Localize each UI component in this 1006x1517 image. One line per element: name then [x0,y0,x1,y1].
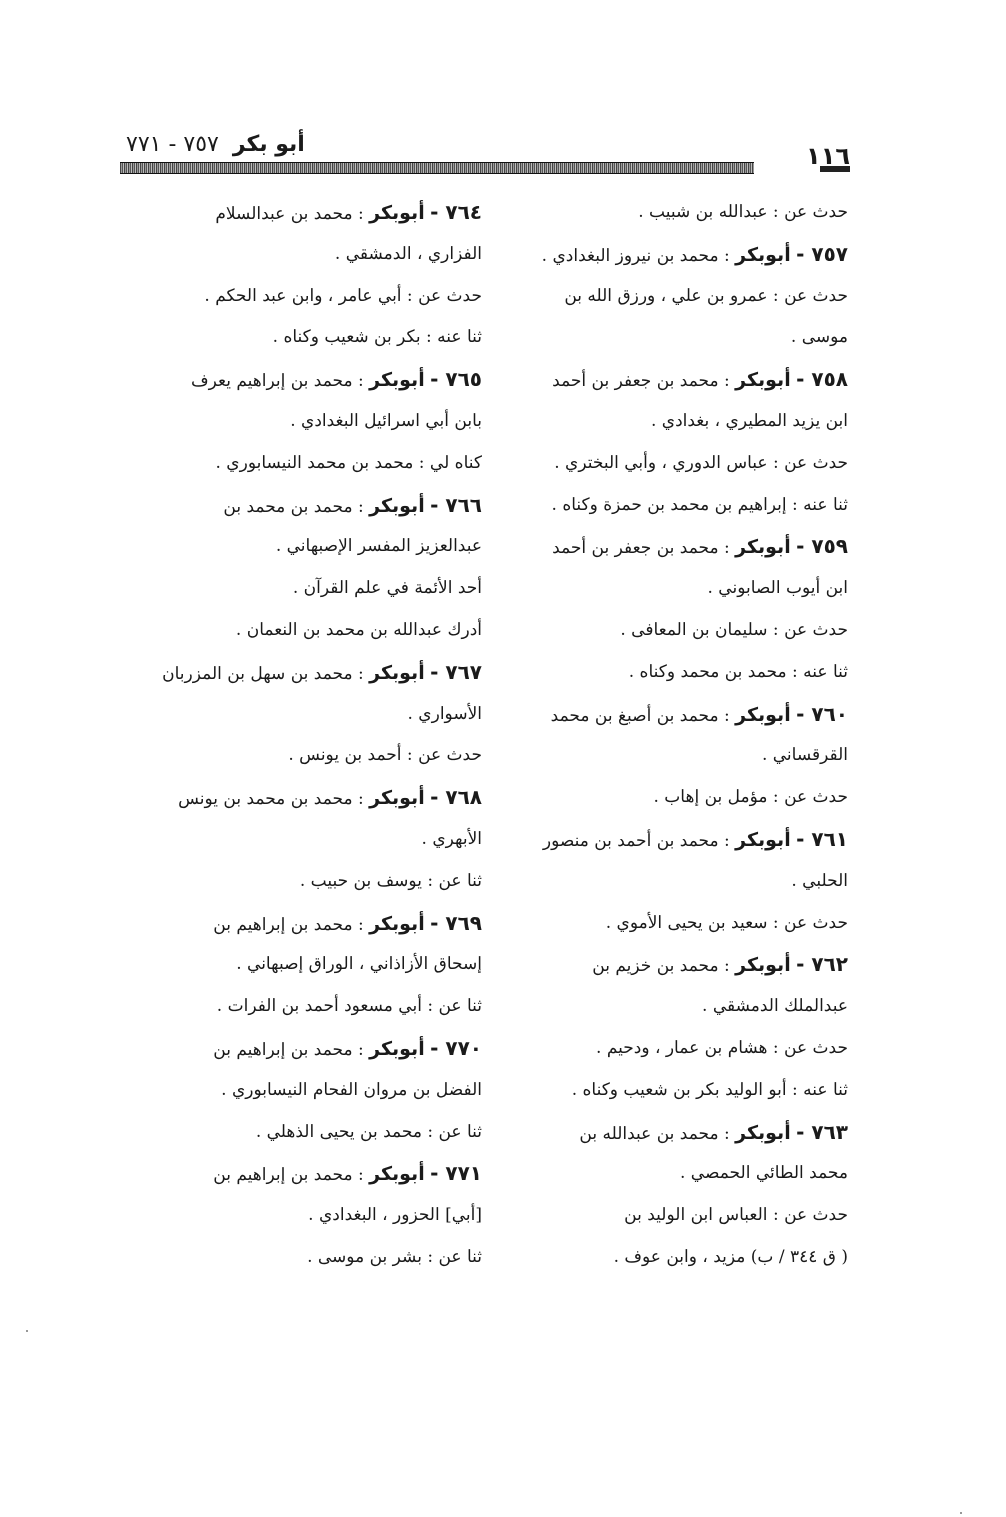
line-text: ثنا عن : يوسف بن حبيب . [299,870,482,891]
text-line [508,276,848,318]
entry-heading-line [132,903,482,945]
entry-number: ٧٥٩ - [796,534,848,559]
text-line [132,1237,482,1279]
text-line [508,735,848,777]
text-line [132,735,482,777]
header-rule [120,162,754,174]
entry-heading-line [508,944,848,986]
text-line [508,1070,848,1112]
text-line [132,694,482,736]
entry-heading-line [132,1028,482,1070]
line-text: حدث عن : سعيد بن يحيى الأموي . [605,912,848,933]
entry-kunya: أبوبكر [369,787,425,810]
entry-heading-line [132,777,482,819]
line-text: : محمد بن إبراهيم بن [213,914,370,935]
text-line [132,317,482,359]
entry-kunya: أبوبكر [735,369,791,392]
entry-number: ٧٦٢ - [796,952,848,977]
entry-kunya: أبوبكر [735,828,791,851]
text-line [508,1028,848,1070]
line-text: الأبهري . [421,828,482,849]
line-text: ثنا عنه : إبراهيم بن محمد بن حمزة وكناه . [551,494,848,515]
text-line [508,568,848,610]
text-line [508,317,848,359]
text-line [132,1195,482,1237]
line-text: الأسواري . [407,703,482,724]
line-text: ثنا عنه : محمد بن محمد وكناه . [628,661,848,682]
line-text: عبدالعزيز المفسر الإصبهاني . [275,536,482,557]
right-column [508,192,848,1279]
entry-number: ٧٦٦ - [430,492,482,517]
entry-number: ٧٦٩ - [430,910,482,935]
line-text: الفضل بن مروان الفحام النيسابوري . [221,1079,482,1100]
line-text: : محمد بن عبدالسلام [215,204,370,224]
entry-heading-line [508,694,848,736]
text-line [508,777,848,819]
line-text: عبدالملك الدمشقي . [702,996,848,1017]
line-text: ثنا عن : محمد بن يحيى الذهلي . [255,1121,482,1142]
line-text: : محمد بن إبراهيم بن [213,1165,370,1186]
running-title-name: أبو بكر [232,132,305,157]
text-line [508,485,848,527]
line-text: أحد الأئمة في علم القرآن . [292,578,482,599]
text-line [508,652,848,694]
entry-number: ٧٦٣ - [796,1119,848,1144]
line-text: بابن أبي اسرائيل البغدادي . [290,410,482,431]
line-text: حدث عن : أبي عامر ، وابن عبد الحكم . [204,285,482,306]
line-text: ثنا عنه : بكر بن شعيب وكناه . [272,327,482,348]
text-line [132,443,482,485]
line-text: محمد الطائي الحمصي . [680,1163,848,1184]
text-line [132,234,482,276]
entry-number: ٧٥٨ - [796,367,848,392]
entry-number: ٧٧١ - [430,1161,482,1186]
text-line [132,819,482,861]
line-text: : محمد بن محمد بن [223,496,370,517]
entry-kunya: أبوبكر [369,912,425,935]
scan-speck [960,1512,962,1514]
entry-heading-line [508,359,848,401]
line-text: [أبي] الحزور ، البغدادي . [308,1205,482,1226]
text-line [508,1153,848,1195]
scan-speck [26,1330,28,1332]
text-line [508,443,848,485]
line-text: ثنا عن : بشر بن موسى . [307,1246,482,1267]
entry-kunya: أبوبكر [735,954,791,977]
entry-kunya: أبوبكر [369,202,425,224]
line-text: حدث عن : هشام بن عمار ، ودحيم . [596,1037,848,1058]
entry-kunya: أبوبكر [369,494,425,517]
entry-heading-line [508,526,848,568]
text-line [508,1195,848,1237]
entry-number: ٧٦٧ - [430,659,482,684]
text-line [132,401,482,443]
entry-number: ٧٦٠ - [796,701,848,726]
line-text: كناه لي : محمد بن محمد النيسابوري . [215,452,482,473]
line-text: : محمد بن أصبغ بن محمد [550,705,736,726]
line-text: : محمد بن جعفر بن أحمد [552,371,736,392]
line-text: الفزاري ، الدمشقي . [334,243,482,264]
line-text: ابن أيوب الصابوني . [707,578,848,599]
entry-number: ٧٦٥ - [430,367,482,392]
line-text: ( ق ٣٤٤ / ب) مزيد ، وابن عوف . [613,1246,848,1267]
line-text: حدث عن : أحمد بن يونس . [288,745,482,766]
line-text: موسى . [790,327,848,348]
running-title-range: ٧٥٧ - ٧٧١ [126,132,219,157]
running-title [126,132,305,157]
text-line [132,1112,482,1154]
entry-heading-line [132,192,482,234]
text-line [132,276,482,318]
text-line [508,192,848,234]
line-text: الحلبي . [791,870,848,891]
text-line [508,401,848,443]
entry-kunya: أبوبكر [735,1121,791,1144]
text-line [132,568,482,610]
text-line [508,610,848,652]
entry-heading-line [508,1112,848,1154]
line-text: حدث عن : مؤمل بن إهاب . [653,787,848,808]
entry-kunya: أبوبكر [369,661,425,684]
entry-heading-line [132,652,482,694]
line-text: : محمد بن أحمد بن منصور [542,830,736,851]
line-text: أدرك عبدالله بن محمد بن النعمان . [235,619,482,640]
text-line [508,903,848,945]
text-line [508,1237,848,1279]
line-text: إسحاق الأزاذاني ، الوراق إصبهاني . [236,954,482,975]
line-text: ابن يزيد المطيري ، بغدادي . [650,410,848,431]
line-text: : محمد بن خزيم بن [592,956,736,977]
text-line [132,1070,482,1112]
entry-heading-line [132,1153,482,1195]
line-text: حدث عن : عباس الدوري ، وأبي البختري . [554,452,848,473]
line-text: ثنا عن : أبي مسعود أحمد بن الفرات . [216,996,482,1017]
line-text: : محمد بن نيروز البغدادي . [541,245,736,266]
line-text: حدث عن : سليمان بن المعافى . [620,619,848,640]
entry-kunya: أبوبكر [369,369,425,392]
entry-number: ٧٦٤ - [430,200,482,224]
page-header [110,128,850,180]
line-text: القرقساني . [761,745,848,766]
line-text: : محمد بن سهل بن المزربان [162,663,370,684]
line-text: ثنا عنه : أبو الوليد بكر بن شعيب وكناه . [571,1079,848,1100]
entry-number: ٧٦١ - [796,826,848,851]
text-line [132,944,482,986]
text-line [132,610,482,652]
text-line [132,861,482,903]
left-column [132,192,482,1279]
line-text: : محمد بن جعفر بن أحمد [552,538,736,559]
line-text: حدث عن : عبدالله بن شبيب . [638,202,848,222]
text-line [508,861,848,903]
text-line [508,986,848,1028]
line-text: : محمد بن إبراهيم بن [213,1039,370,1060]
entry-kunya: أبوبكر [735,703,791,726]
entry-heading-line [132,485,482,527]
entry-number: ٧٧٠ - [430,1035,482,1060]
entry-heading-line [132,359,482,401]
text-line [132,986,482,1028]
entry-kunya: أبوبكر [369,1163,425,1186]
entry-heading-line [508,819,848,861]
line-text: : محمد بن إبراهيم يعرف [190,371,370,392]
line-text: حدث عن : عمرو بن علي ، ورزق الله بن [564,285,848,306]
line-text: : محمد بن عبدالله بن [579,1123,736,1144]
line-text: حدث عن : العباس ابن الوليد بن [624,1205,848,1226]
entry-number: ٧٥٧ - [796,241,848,266]
line-text: : محمد بن محمد بن يونس [178,789,370,810]
text-line [132,526,482,568]
page-number: ١١٦ [806,142,850,170]
entry-kunya: أبوبكر [369,1037,425,1060]
entry-heading-line [508,234,848,276]
entry-kunya: أبوبكر [735,243,791,266]
entry-number: ٧٦٨ - [430,785,482,810]
entry-kunya: أبوبكر [735,536,791,559]
